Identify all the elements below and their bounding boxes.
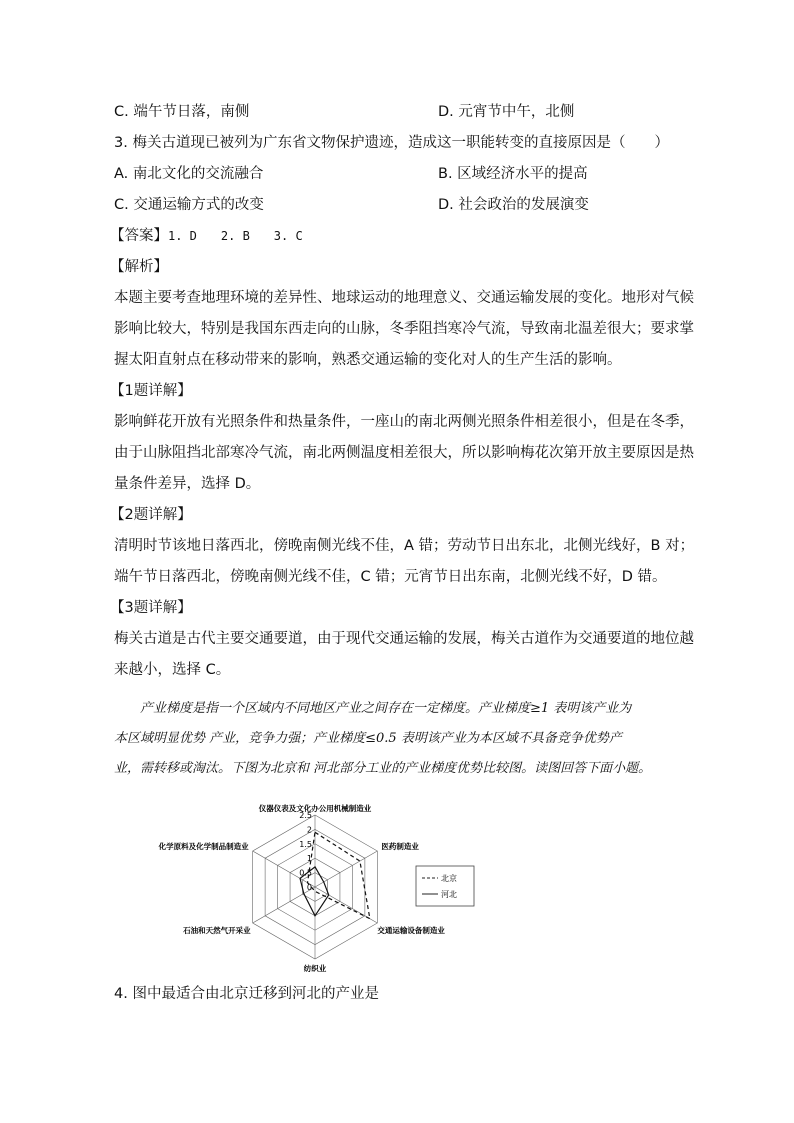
category-label: 仪器仪表及文化办公用机械制造业: [258, 804, 372, 813]
detail2-line-2: 端午节日落西北，傍晚南侧光线不佳，C 错；元宵节日出东南，北侧光线不好，D 错。: [114, 569, 667, 585]
q2-option-d: D. 元宵节中午，北侧: [438, 104, 575, 120]
legend-label-hebei: 河北: [441, 890, 457, 899]
q3-option-b: B. 区域经济水平的提高: [438, 166, 588, 182]
q3-option-c: C. 交通运输方式的改变: [114, 197, 264, 213]
category-label: 化学原料及化学制品制造业: [158, 842, 249, 851]
intro-line-1: 产业梯度是指一个区域内不同地区产业之间存在一定梯度。产业梯度≥1 表明该产业为: [140, 701, 632, 716]
q3-option-d: D. 社会政治的发展演变: [438, 197, 589, 213]
answer-row: [110, 226, 303, 246]
intro-line-2: 本区域明显优势 产业，竞争力强；产业梯度≤0.5 表明该产业为本区域不具备竞争优势产: [114, 731, 622, 746]
tick-label: 1.5: [299, 839, 312, 849]
legend-label-beijing: 北京: [441, 874, 457, 883]
detail2-line-1: 清明时节该地日落西北，傍晚南侧光线不佳，A 错；劳动节日出东北，北侧光线好，B 对；: [114, 538, 695, 554]
tick-label: 1: [306, 854, 312, 864]
tick-label: 0: [306, 883, 312, 892]
q2-option-c: C. 端午节日落，南侧: [114, 104, 250, 120]
grid-spoke: [253, 887, 315, 923]
q3-stem: 3. 梅关古道现已被列为广东省文物保护遗迹，造成这一职能转变的直接原因是（ ）: [114, 135, 669, 151]
detail1-line-3: 量条件差异，选择 D。: [114, 476, 261, 492]
analysis-label: 【解析】: [110, 259, 168, 275]
legend-box: [416, 866, 474, 906]
detail3-line-1: 梅关古道是古代主要交通要道，由于现代交通运输的发展，梅关古道作为交通要道的地位越: [114, 631, 694, 647]
radar-category-labels: [158, 803, 446, 972]
radar-legend: [416, 866, 474, 906]
analysis-line-2: 影响比较大，特别是我国东西走向的山脉，冬季阻挡寒冷气流，导致南北温差很大；要求掌: [114, 321, 694, 337]
detail1-line-1: 影响鲜花开放有光照条件和热量条件，一座山的南北两侧光照条件相差很小，但是在冬季，: [114, 414, 694, 430]
q3-option-a: A. 南北文化的交流融合: [114, 166, 264, 182]
q4-stem: 4. 图中最适合由北京迁移到河北的产业是: [114, 986, 379, 1002]
category-label: 交通运输设备制造业: [377, 926, 445, 935]
analysis-line-3: 握太阳直射点在移动带来的影响，熟悉交通运输的变化对人的生产生活的影响。: [114, 352, 622, 368]
tick-label: 2.5: [299, 811, 312, 820]
radar-grid: [253, 815, 378, 959]
answer-label: 【答案】: [110, 228, 168, 244]
analysis-line-1: 本题主要考查地理环境的差异性、地球运动的地理意义、交通运输发展的变化。地形对气候: [114, 290, 694, 306]
intro-paragraph: [114, 694, 694, 784]
series-beijing: [308, 832, 370, 918]
detail2-label: 【2题详解】: [110, 507, 192, 523]
answer-text: 1. D 2. B 3. C: [168, 229, 303, 243]
category-label: 医药制造业: [381, 842, 419, 851]
detail3-line-2: 来越小，选择 C。: [114, 662, 231, 678]
category-label: 纺织业: [303, 964, 327, 972]
grid-spoke: [315, 851, 377, 887]
detail3-label: 【3题详解】: [110, 600, 192, 616]
tick-label: 2: [306, 825, 312, 835]
detail1-line-2: 由于山脉阻挡北部寒冷气流，南北两侧温度相差很大，所以影响梅花次第开放主要原因是热: [114, 445, 694, 461]
radar-chart: [140, 792, 480, 972]
detail1-label: 【1题详解】: [110, 383, 192, 399]
intro-line-3: 业，需转移或淘汰。下图为北京和 河北部分工业的产业梯度优势比较图。读图回答下面小题。: [114, 761, 652, 776]
category-label: 石油和天然气开采业: [183, 926, 251, 935]
tick-label: 0.5: [299, 868, 312, 878]
